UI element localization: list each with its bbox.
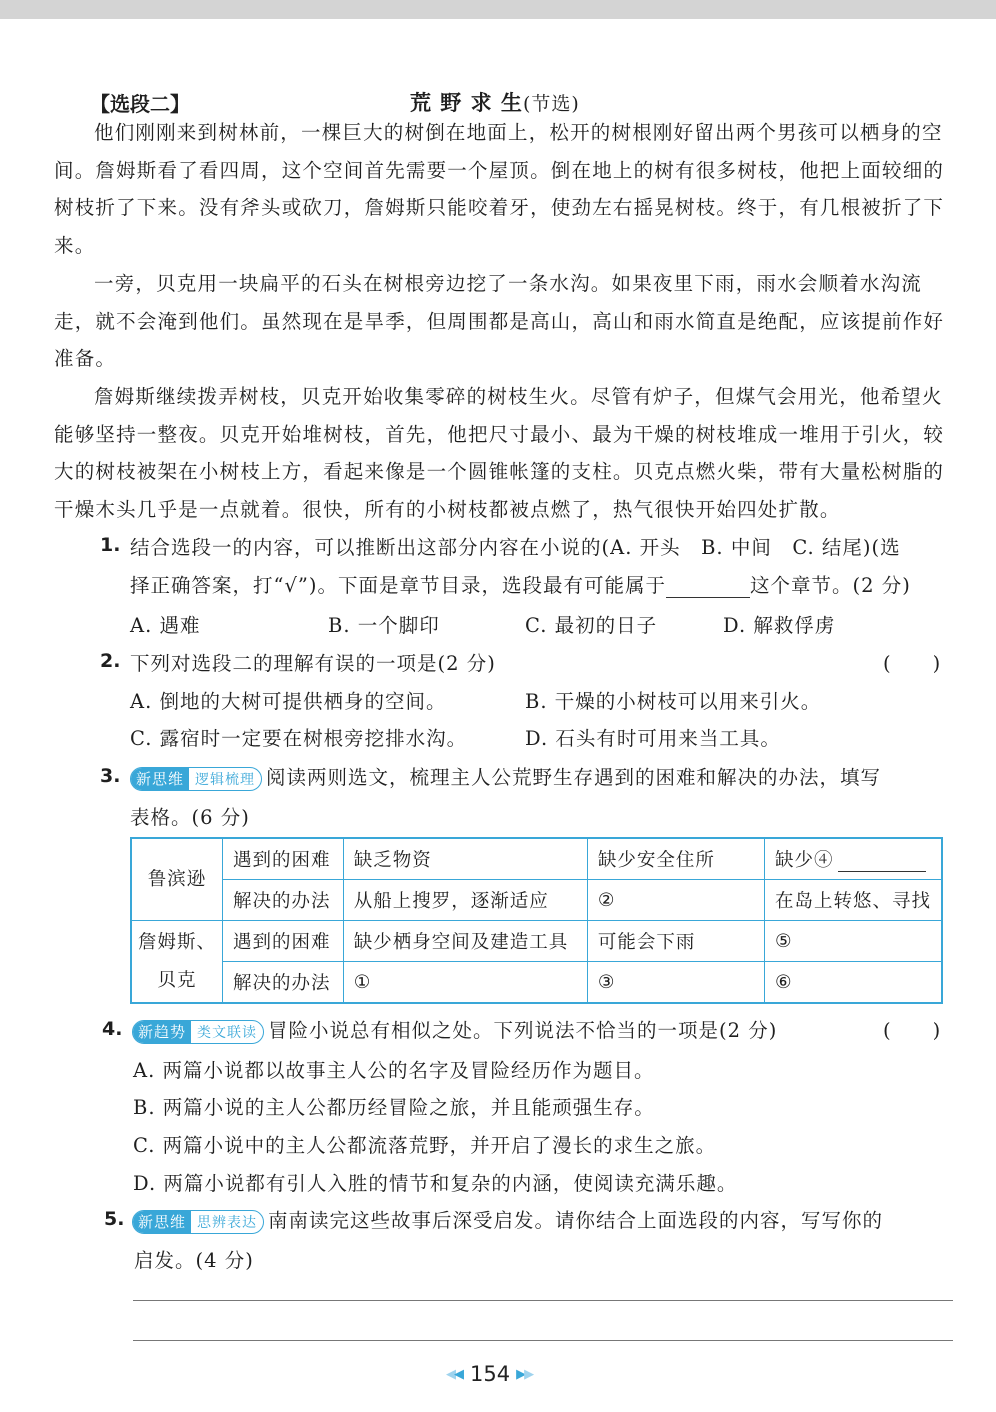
answer-blank[interactable] [666, 577, 750, 598]
tag-main: 新趋势 [133, 1021, 191, 1043]
question-1-option-c: C. 最初的日子 [525, 614, 658, 637]
tag-main: 新思维 [133, 1211, 191, 1233]
new-thinking-tag [130, 767, 262, 791]
tag-sub: 逻辑梳理 [195, 771, 256, 788]
table-row [131, 880, 942, 921]
new-trend-tag [132, 1020, 264, 1044]
row-label-difficulty: 遇到的困难 [223, 838, 344, 880]
top-bar [0, 0, 996, 19]
table-cell-blank-4[interactable]: 缺少④ [764, 838, 942, 880]
question-2-option-d: D. 石头有时可用来当工具。 [525, 727, 781, 750]
table-cell: 缺少安全住所 [587, 838, 764, 880]
question-4-option-d: D. 两篇小说都有引人入胜的情节和复杂的内涵，使阅读充满乐趣。 [133, 1172, 738, 1195]
answer-line-1[interactable] [133, 1300, 953, 1301]
new-thinking-tag [132, 1210, 264, 1234]
answer-blank[interactable] [838, 853, 926, 872]
title-text: 荒 野 求 生 [410, 90, 523, 115]
passage-paragraph-1: 他们刚刚来到树林前，一棵巨大的树倒在地面上，松开的树根刚好留出两个男孩可以栖身的空间。詹姆斯看了看四周，这个空间首先需要一个屋顶。倒在地上的树有很多树枝，他把上面较细的树枝折了下来。没有斧头或砍刀，詹姆斯只能咬着牙，使劲左右摇晃树枝。终于，有几根被折了下来。 [54, 121, 945, 257]
answer-line-2[interactable] [133, 1340, 953, 1341]
page-footer [446, 1362, 534, 1386]
prev-arrow-light-icon: ◀ [446, 1366, 456, 1382]
question-1-option-a: A. 遇难 [130, 614, 201, 637]
question-3-line-2: 表格。(6 分) [130, 806, 250, 829]
title-note: (节选) [522, 93, 580, 115]
table-cell-blank-2[interactable]: ② [587, 880, 764, 921]
table-cell: 从船上搜罗，逐渐适应 [343, 880, 587, 921]
row-label-solution: 解决的办法 [223, 962, 344, 1004]
question-2-option-a: A. 倒地的大树可提供栖身的空间。 [130, 690, 447, 713]
table-cell: 缺乏物资 [343, 838, 587, 880]
table-row [131, 921, 942, 962]
tag-sub: 思辨表达 [197, 1214, 258, 1231]
tag-main: 新思维 [131, 768, 189, 790]
row-group-james-baker: 詹姆斯、 贝克 [131, 921, 223, 1004]
question-5-line-2: 启发。(4 分) [134, 1249, 254, 1272]
question-1-line-1: 结合选段一的内容，可以推断出这部分内容在小说的(A. 开头 B. 中间 C. 结尾)(选 [130, 536, 901, 559]
question-1-line-2 [130, 570, 911, 598]
question-4-number: 4. [102, 1018, 123, 1040]
question-2-text: 下列对选段二的理解有误的一项是(2 分) [130, 652, 496, 675]
passage-title [410, 87, 580, 117]
question-5-text: 南南读完这些故事后深受启发。请你结合上面选段的内容，写写你的 [268, 1209, 884, 1232]
question-2-option-b: B. 干燥的小树枝可以用来引火。 [525, 690, 822, 713]
table-cell: 缺少栖身空间及建造工具 [343, 921, 587, 962]
question-2-option-c: C. 露宿时一定要在树根旁挖排水沟。 [130, 727, 468, 750]
survival-table [130, 837, 943, 1004]
question-1-option-b: B. 一个脚印 [328, 614, 440, 637]
tag-sub: 类文联读 [197, 1024, 258, 1041]
question-1-number: 1. [100, 534, 121, 556]
question-4-text: 冒险小说总有相似之处。下列说法不恰当的一项是(2 分) [268, 1019, 778, 1042]
row-label-difficulty: 遇到的困难 [223, 921, 344, 962]
question-1-text-a: 择正确答案，打“√”)。下面是章节目录，选段最有可能属于 [130, 574, 666, 597]
question-4-option-a: A. 两篇小说都以故事主人公的名字及冒险经历作为题目。 [133, 1059, 655, 1082]
question-2-number: 2. [100, 650, 121, 672]
passage-paragraph-2: 一旁，贝克用一块扁平的石头在树根旁边挖了一条水沟。如果夜里下雨，雨水会顺着水沟流走，就不会淹到他们。虽然现在是旱季，但周围都是高山，高山和雨水简直是绝配，应该提前作好准备。 [54, 272, 945, 370]
table-cell-blank-1[interactable]: ① [343, 962, 587, 1004]
question-5-line-1 [132, 1205, 883, 1234]
question-1-text-b: 这个章节。(2 分) [749, 574, 911, 597]
question-4-answer-paren[interactable]: ( ) [883, 1019, 942, 1042]
prev-arrow-icon: ◀ [454, 1366, 464, 1382]
question-3-line-1 [130, 762, 881, 791]
table-row [131, 962, 942, 1004]
question-1-option-d: D. 解救俘虏 [723, 614, 836, 637]
passage-paragraph-3: 詹姆斯继续拨弄树枝，贝克开始收集零碎的树枝生火。尽管有炉子，但煤气会用光，他希望火能够坚持一整夜。贝克开始堆树枝，首先，他把尺寸最小、最为干燥的树枝堆成一堆用于引火，较大的树枝被架在小树枝上方，看起来像是一个圆锥帐篷的支柱。贝克点燃火柴，带有大量松树脂的干燥木头几乎是一点就着。很快，所有的小树枝都被点燃了，热气很快开始四处扩散。 [54, 385, 945, 521]
question-3-text: 阅读两则选文，梳理主人公荒野生存遇到的困难和解决的办法，填写 [266, 766, 882, 789]
page-number: 154 [470, 1362, 511, 1386]
table-cell-blank-6[interactable]: ⑥ [764, 962, 942, 1004]
question-2-answer-paren[interactable]: ( ) [883, 652, 942, 675]
table-row [131, 838, 942, 880]
question-4-option-b: B. 两篇小说的主人公都历经冒险之旅，并且能顽强生存。 [133, 1096, 655, 1119]
table-cell: 可能会下雨 [587, 921, 764, 962]
row-label-solution: 解决的办法 [223, 880, 344, 921]
question-4-option-c: C. 两篇小说中的主人公都流落荒野，并开启了漫长的求生之旅。 [133, 1134, 717, 1157]
question-5-number: 5. [104, 1208, 125, 1230]
table-cell-blank-5[interactable]: ⑤ [764, 921, 942, 962]
question-4-line [132, 1015, 777, 1044]
next-arrow-icon: ▶ [516, 1366, 527, 1382]
row-group-robinson: 鲁滨逊 [131, 838, 223, 921]
question-3-number: 3. [100, 765, 121, 787]
table-cell: 在岛上转悠、寻找 [764, 880, 942, 921]
section-label: 【选段二】 [90, 92, 190, 116]
table-cell-blank-3[interactable]: ③ [587, 962, 764, 1004]
next-arrow-light-icon: ▶ [524, 1366, 535, 1382]
